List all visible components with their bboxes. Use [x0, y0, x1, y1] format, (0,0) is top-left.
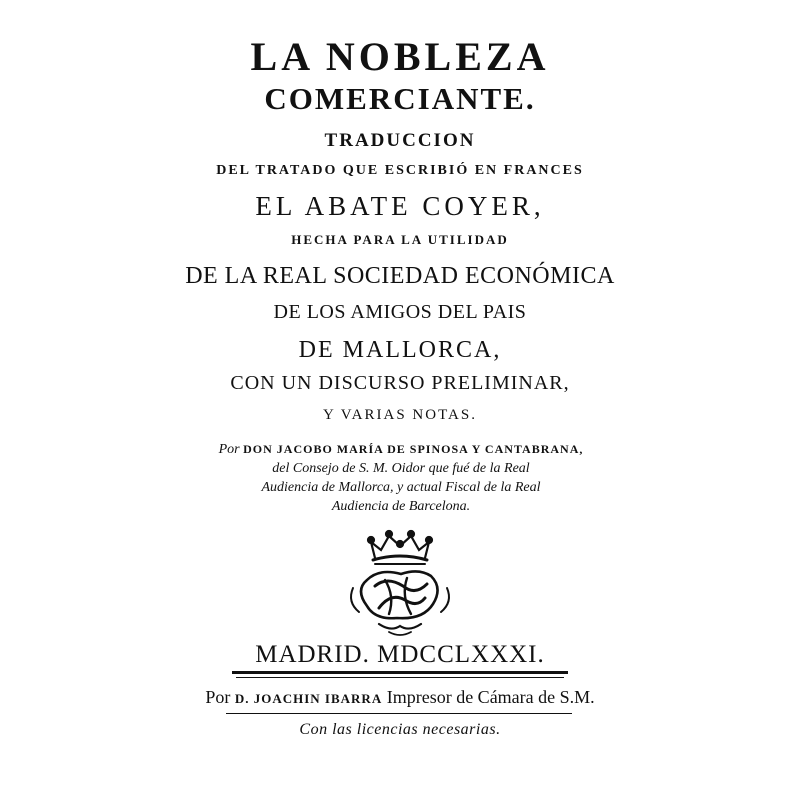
translator-line-4: Audiencia de Barcelona.: [331, 499, 471, 514]
original-author: EL ABATE COYER,: [255, 191, 545, 221]
crowned-monogram-icon: [345, 528, 455, 640]
licencias-line: Con las licencias necesarias.: [299, 721, 501, 738]
printer-por: Por: [205, 687, 231, 707]
hecha-line: HECHA PARA LA UTILIDAD: [291, 232, 509, 247]
amigos-line: DE LOS AMIGOS DEL PAIS: [273, 301, 527, 323]
place-date: MADRID. MDCCLXXXI.: [255, 641, 545, 668]
printer-line: [0, 688, 800, 706]
thin-rule: [236, 677, 564, 678]
notas-line: Y VARIAS NOTAS.: [323, 407, 477, 423]
discurso-line: CON UN DISCURSO PRELIMINAR,: [230, 372, 570, 394]
traduccion-heading: TRADUCCION: [324, 130, 476, 151]
sociedad-line: DE LA REAL SOCIEDAD ECONÓMICA: [185, 263, 615, 289]
tratado-line: DEL TRATADO QUE ESCRIBIÓ EN FRANCES: [216, 163, 584, 178]
translator-line-2: del Consejo de S. M. Oidor que fué de la Real: [272, 461, 530, 476]
thick-rule: [232, 671, 568, 674]
translator-name-line: [196, 440, 606, 459]
lower-rule: [226, 713, 572, 714]
printer-name: D. JOACHIN IBARRA: [234, 691, 383, 706]
printer-role: Impresor de Cámara de S.M.: [386, 687, 595, 707]
book-title-line-1: LA NOBLEZA: [250, 34, 550, 79]
mallorca-line: DE MALLORCA,: [298, 337, 502, 363]
translator-line-3: Audiencia de Mallorca, y actual Fiscal de la Real: [261, 480, 541, 495]
translator-por: Por: [218, 442, 240, 457]
translator-block: [196, 440, 606, 516]
translator-name: DON JACOBO MARÍA DE SPINOSA Y CANTABRANA,: [243, 442, 584, 456]
book-title-line-2: COMERCIANTE.: [264, 81, 536, 116]
